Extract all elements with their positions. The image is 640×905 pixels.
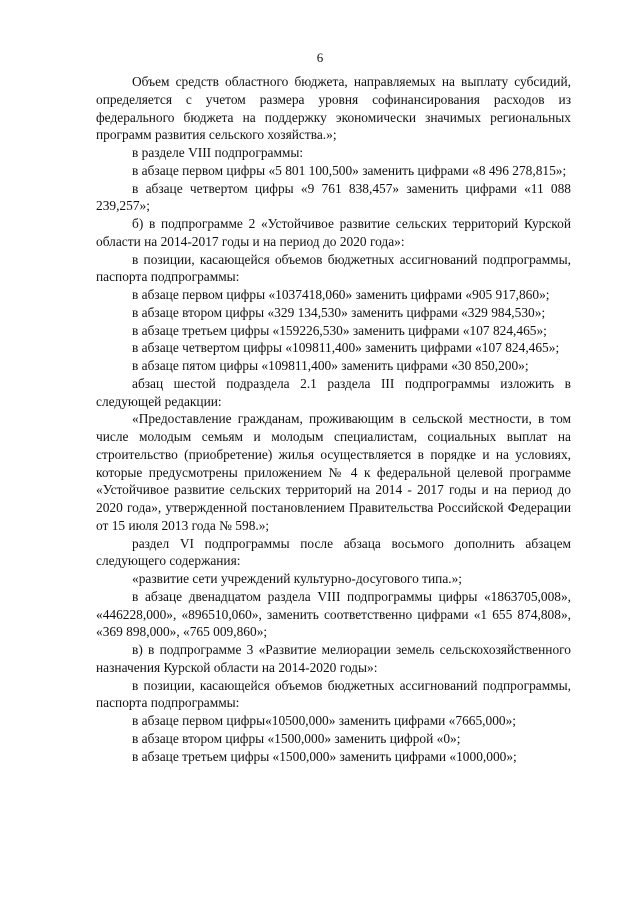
paragraph-amendment: в абзаце четвертом цифры «109811,400» заменить цифрами «107 824,465»;	[132, 340, 560, 356]
paragraph-budget-volume: Объем средств областного бюджета, направляемых на выплату субсидий, определяется с учетом размера уровня софинансирования расходов из федерального бюджета на поддержку экономически значимых региональных программ развития сельского хозяйства.»;	[96, 74, 571, 143]
paragraph-amendment: в абзаце втором цифры «1500,000» заменить цифрой «0»;	[132, 730, 461, 746]
paragraph-amendment: в абзаце третьем цифры «159226,530» заменить цифрами «107 824,465»;	[132, 322, 547, 338]
paragraph-passport-position: в позиции, касающейся объемов бюджетных ассигнований подпрограммы, паспорта подпрограммы:	[96, 251, 571, 285]
page-number: 6	[316, 50, 324, 65]
paragraph-subprogram-2: б) в подпрограмме 2 «Устойчивое развитие сельских территорий Курской области на 2014-2017 годы и на период до 2020 года»:	[96, 216, 571, 249]
document-body	[96, 73, 571, 765]
paragraph-subprogram-3: в) в подпрограмме 3 «Развитие мелиорации земель сельскохозяйственного назначения Курской области на 2014-2020 годы»:	[96, 642, 571, 675]
paragraph-amendment: в абзаце пятом цифры «109811,400» заменить цифрами «30 850,200»;	[132, 358, 529, 373]
paragraph-section-vi: раздел VI подпрограммы после абзаца восьмого дополнить абзацем следующего содержания:	[96, 535, 571, 569]
paragraph-amendment: в абзаце первом цифры«10500,000» заменить цифрами «7665,000»;	[132, 713, 517, 728]
paragraph-section-viii: в разделе VIII подпрограммы:	[132, 145, 304, 160]
paragraph-amendment: в абзаце втором цифры «329 134,530» заменить цифрами «329 984,530»;	[132, 304, 546, 320]
paragraph-passport-position: в позиции, касающейся объемов бюджетных ассигнований подпрограммы, паспорта подпрограммы:	[96, 677, 571, 711]
paragraph-amendment: в абзаце первом цифры «1037418,060» заменить цифрами «905 917,860»;	[132, 287, 550, 302]
paragraph-quoted-addition: «развитие сети учреждений культурно-досугового типа.»;	[132, 571, 463, 586]
paragraph-section-iii: абзац шестой подраздела 2.1 раздела III подпрограммы изложить в следующей редакции:	[96, 375, 571, 409]
paragraph-quoted-edition: «Предоставление гражданам, проживающим в сельской местности, в том числе молодым семьям и молодым специалистам, социальных выплат на строительство (приобретение) жилья осуществляется в порядке и на условиях, которые предусмотрены приложением № 4 к федеральной целевой программе «Устойчивое развитие сельских территорий на 2014 - 2017 годы и на период до 2020 года», утвержденной постановлением Правительства Российской Федерации от 15 июля 2013 года № 598.»;	[96, 411, 571, 533]
paragraph-amendment: в абзаце двенадцатом раздела VIII подпрограммы цифры «1863705,008», «446228,000», «896510,060», заменить соответственно цифрами «1 655 874,808», «369 898,000», «765 009,860»;	[96, 588, 571, 640]
paragraph-amendment: в абзаце первом цифры «5 801 100,500» заменить цифрами «8 496 278,815»;	[132, 162, 567, 178]
paragraph-amendment: в абзаце четвертом цифры «9 761 838,457» заменить цифрами «11 088 239,257»;	[96, 180, 571, 214]
paragraph-amendment: в абзаце третьем цифры «1500,000» заменить цифрами «1000,000»;	[132, 748, 517, 764]
